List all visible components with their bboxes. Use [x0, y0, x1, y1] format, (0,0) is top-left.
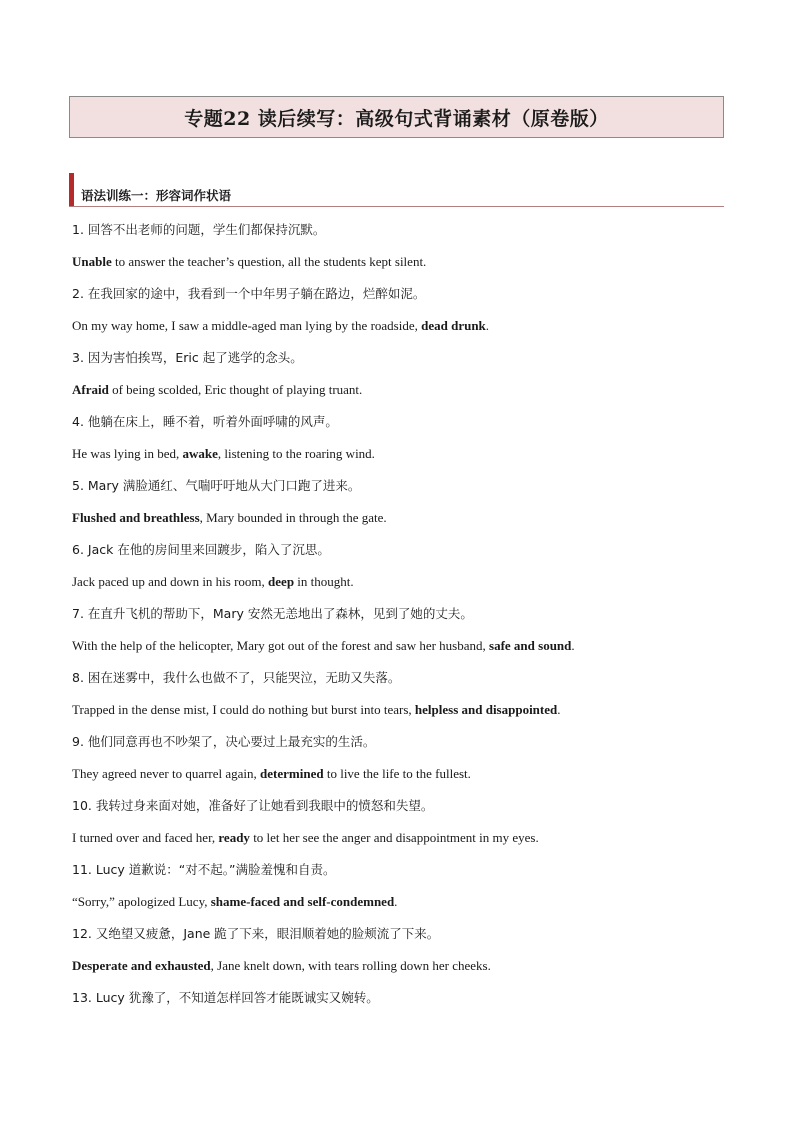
item-12-key-phrase: Desperate and exhausted: [72, 958, 211, 973]
item-10-key-phrase: ready: [218, 830, 250, 845]
item-11-key-phrase: shame-faced and self-condemned: [210, 894, 395, 909]
item-3-rest: of being scolded, Eric thought of playing truant.: [108, 382, 363, 397]
item-9-pre: They agreed never to quarrel again,: [72, 766, 261, 781]
item-3-english: [72, 380, 724, 412]
item-7-english: [72, 636, 724, 668]
item-4-english: [72, 444, 724, 476]
item-13-chinese: 13. Lucy 犹豫了，不知道怎样回答才能既诚实又婉转。: [72, 990, 379, 1005]
item-2-key-phrase: dead drunk: [421, 318, 486, 333]
item-7-post: .: [571, 638, 575, 653]
item-11-chinese: 11. Lucy 道歉说：“对不起。”满脸羞愧和自责。: [72, 862, 336, 877]
item-10-english: [72, 828, 724, 860]
item-12-english: [72, 956, 724, 988]
item-8-chinese: 8. 困在迷雾中，我什么也做不了，只能哭泣，无助又失落。: [72, 670, 401, 685]
section-header: [69, 173, 724, 207]
item-6-chinese: 6. Jack 在他的房间里来回踱步，陷入了沉思。: [72, 542, 330, 557]
section-accent-bar: [69, 173, 74, 206]
item-10-post: to let her see the anger and disappointment in my eyes.: [249, 830, 539, 845]
item-2-post: .: [485, 318, 490, 333]
item-10-pre: I turned over and faced her,: [72, 830, 219, 845]
item-9-key-phrase: determined: [260, 766, 324, 781]
item-5-chinese: 5. Mary 满脸通红、气喘吁吁地从大门口跑了进来。: [72, 478, 361, 493]
document-title-box: [69, 96, 724, 138]
item-3-key-phrase: Afraid: [72, 382, 109, 397]
exercise-list: [72, 220, 724, 1020]
item-8-key-phrase: helpless and disappointed: [414, 702, 558, 717]
item-10-chinese: 10. 我转过身来面对她，准备好了让她看到我眼中的愤怒和失望。: [72, 798, 434, 813]
item-5-rest: , Mary bounded in through the gate.: [199, 510, 387, 525]
item-7-pre: With the help of the helicopter, Mary got out of the forest and saw her husband,: [72, 638, 490, 653]
item-4-chinese: 4. 他躺在床上，睡不着，听着外面呼啸的风声。: [72, 414, 338, 429]
item-6-key-phrase: deep: [268, 574, 295, 589]
item-1-rest: to answer the teacher’s question, all the students kept silent.: [111, 254, 427, 269]
item-4-key-phrase: awake: [182, 446, 218, 461]
item-1-key-phrase: Unable: [72, 254, 112, 269]
section-title: 语法训练一：形容词作状语: [81, 188, 232, 203]
item-5-english: [72, 508, 724, 540]
item-4-post: , listening to the roaring wind.: [217, 446, 375, 461]
item-11-english: [72, 892, 724, 924]
item-4-pre: He was lying in bed,: [72, 446, 183, 461]
item-8-pre: Trapped in the dense mist, I could do nothing but burst into tears,: [72, 702, 415, 717]
item-7-key-phrase: safe and sound: [489, 638, 572, 653]
item-9-english: [72, 764, 724, 796]
item-12-chinese: 12. 又绝望又疲惫，Jane 跪了下来，眼泪顺着她的脸颊流了下来。: [72, 926, 440, 941]
item-2-pre: On my way home, I saw a middle-aged man lying by the roadside,: [72, 318, 422, 333]
item-9-post: to live the life to the fullest.: [323, 766, 471, 781]
item-8-post: .: [557, 702, 561, 717]
item-6-pre: Jack paced up and down in his room,: [72, 574, 269, 589]
item-9-chinese: 9. 他们同意再也不吵架了，决心要过上最充实的生活。: [72, 734, 376, 749]
item-6-post: in thought.: [294, 574, 354, 589]
item-3-chinese: 3. 因为害怕挨骂，Eric 起了逃学的念头。: [72, 350, 303, 365]
item-6-english: [72, 572, 724, 604]
item-2-chinese: 2. 在我回家的途中，我看到一个中年男子躺在路边，烂醉如泥。: [72, 286, 426, 301]
item-5-key-phrase: Flushed and breathless: [72, 510, 200, 525]
item-7-chinese: 7. 在直升飞机的帮助下，Mary 安然无恙地出了森林，见到了她的丈夫。: [72, 606, 473, 621]
item-11-pre: “Sorry,” apologized Lucy,: [72, 894, 211, 909]
item-1-chinese: 1. 回答不出老师的问题，学生们都保持沉默。: [72, 222, 326, 237]
document-title: 专题22 读后续写：高级句式背诵素材（原卷版）: [184, 107, 609, 130]
item-11-post: .: [394, 894, 398, 909]
item-1-english: [72, 252, 724, 284]
item-2-english: [72, 316, 724, 348]
item-8-english: [72, 700, 724, 732]
item-12-rest: , Jane knelt down, with tears rolling down her cheeks.: [210, 958, 491, 973]
